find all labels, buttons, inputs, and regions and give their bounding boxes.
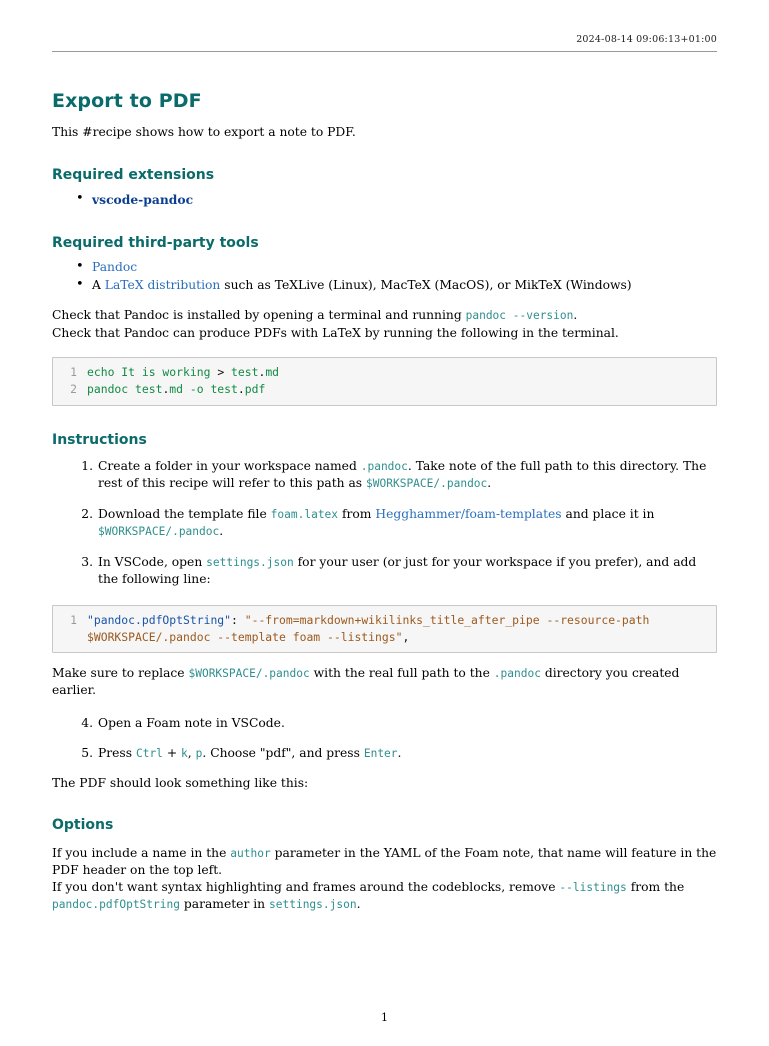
- link-pandoc[interactable]: Pandoc: [92, 260, 138, 275]
- code-line: [53, 381, 716, 398]
- list-item: [81, 745, 717, 762]
- line-number: 2: [70, 382, 77, 397]
- code-token: md -o test: [169, 382, 238, 397]
- code-token: echo It is working: [87, 365, 218, 380]
- step-code: .pandoc: [360, 460, 408, 474]
- instructions-steps-part1: [52, 458, 717, 589]
- step-text: Open a Foam note in VSCode.: [98, 715, 285, 730]
- heading-instructions: Instructions: [52, 432, 147, 449]
- step-code: $WORKSPACE/.pandoc: [366, 477, 488, 491]
- heading-options: Options: [52, 817, 114, 834]
- step-number: 5.: [81, 746, 93, 761]
- code-token: :: [231, 612, 245, 627]
- list-item: [92, 277, 717, 295]
- step-code: Enter: [363, 747, 398, 761]
- list-item: [92, 191, 717, 210]
- page-number: 1: [381, 1011, 388, 1024]
- link-vscode-pandoc[interactable]: vscode-pandoc: [92, 191, 194, 207]
- code-pandoc-version: pandoc --version: [465, 309, 574, 323]
- page-title: Export to PDF: [52, 90, 202, 112]
- tool-text-post: such as TeXLive (Linux), MacTeX (MacOS), or MikTeX (Windows): [220, 278, 632, 293]
- tool-text-pre: A: [92, 278, 105, 293]
- list-item: [81, 554, 717, 589]
- step-fragment: ,: [187, 746, 196, 761]
- heading-required-tools: Required third-party tools: [52, 235, 259, 252]
- step-number: 3.: [81, 554, 93, 569]
- options-fragment: parameter in the YAML of the Foam note, that name will feature in the PDF header on the top left.: [52, 846, 717, 877]
- page-footer: [0, 1011, 769, 1024]
- header-divider: [52, 51, 717, 52]
- line-number: 1: [70, 365, 77, 380]
- options-fragment: from the: [626, 880, 685, 895]
- step-code: k: [181, 747, 188, 761]
- step-fragment: and place it in: [561, 506, 655, 521]
- options-code: --listings: [559, 881, 627, 895]
- note-fragment: with the real full path to the: [309, 666, 494, 681]
- code-token: "--from=markdown+wikilinks_title_after_pipe --resource-path $WORKSPACE/.pandoc --template foam --listings": [87, 612, 657, 644]
- note-fragment: directory you created earlier.: [52, 666, 680, 698]
- code-token: .: [258, 365, 266, 380]
- note-code: .pandoc: [493, 667, 541, 681]
- step-text: [98, 746, 401, 760]
- options-fragment: .: [356, 896, 361, 911]
- options-fragment: parameter in: [179, 896, 270, 911]
- step-fragment: Press: [98, 746, 136, 761]
- step-fragment: from: [338, 506, 376, 521]
- step-number: 2.: [81, 506, 93, 521]
- list-item: [81, 715, 717, 732]
- code-token: "pandoc.pdfOptString": [87, 612, 232, 627]
- line-number: 1: [70, 612, 77, 627]
- code-token: md: [265, 365, 280, 380]
- step-fragment: . Take note of the full path to this directory. The rest of this recipe will refer to this path as: [98, 459, 707, 491]
- closing-paragraph: The PDF should look something like this:: [52, 775, 309, 790]
- options-fragment: If you include a name in the: [52, 846, 231, 861]
- code-token: test: [231, 365, 259, 380]
- code-token: .: [237, 382, 245, 397]
- code-block-settings: [52, 605, 717, 654]
- heading-required-extensions: Required extensions: [52, 166, 215, 183]
- options-code: pandoc.pdfOptString: [52, 897, 180, 911]
- step-fragment: .: [219, 524, 224, 539]
- step-fragment: for your user (or just for your workspace if you prefer), and add the following line:: [98, 554, 697, 587]
- step-number: 4.: [81, 715, 93, 730]
- header-timestamp: 2024-08-14 09:06:13+01:00: [576, 34, 717, 45]
- required-extensions-list: [52, 191, 717, 210]
- code-text: [87, 381, 716, 398]
- note-fragment: Make sure to replace: [52, 666, 189, 681]
- step-fragment: In VSCode, open: [98, 554, 207, 569]
- check-text-b: .: [573, 308, 578, 323]
- options-paragraph-1: [52, 845, 717, 878]
- step-text: [98, 459, 706, 490]
- note-code: $WORKSPACE/.pandoc: [188, 667, 310, 681]
- list-item: [81, 506, 717, 541]
- code-text: [87, 364, 716, 381]
- page-header: [52, 0, 717, 45]
- code-line: [53, 364, 716, 381]
- list-item: [81, 458, 717, 493]
- code-token: pdf: [244, 382, 266, 397]
- link-latex-distribution[interactable]: LaTeX distribution: [104, 278, 221, 293]
- step-text: [98, 507, 654, 538]
- options-code: settings.json: [269, 897, 357, 911]
- step-code: settings.json: [206, 555, 294, 569]
- intro-paragraph: This #recipe shows how to export a note to PDF.: [52, 125, 356, 139]
- code-token: .: [162, 382, 170, 397]
- step-fragment: Create a folder in your workspace named: [98, 459, 361, 474]
- step-code: Ctrl: [135, 747, 163, 761]
- code-block-terminal: [52, 357, 717, 406]
- check-latex-line: Check that Pandoc can produce PDFs with LaTeX by running the following in the terminal.: [52, 325, 619, 340]
- options-paragraph-2: [52, 879, 717, 912]
- check-pandoc-line: [52, 307, 717, 324]
- step-text: [98, 555, 696, 586]
- options-code: author: [230, 847, 271, 861]
- step-fragment: +: [162, 746, 182, 761]
- step-fragment: . Choose "pdf", and press: [202, 746, 364, 761]
- step-fragment: .: [397, 746, 402, 761]
- code-token: ,: [402, 629, 410, 644]
- replace-note: [52, 665, 717, 698]
- step-code: p: [195, 747, 203, 761]
- step-code: $WORKSPACE/.pandoc: [98, 525, 220, 539]
- code-token: pandoc test: [87, 382, 163, 397]
- required-tools-list: [52, 259, 717, 295]
- options-fragment: If you don't want syntax highlighting and frames around the codeblocks, remove: [52, 880, 560, 895]
- link-foam-templates[interactable]: Hegghammer/foam-templates: [375, 506, 562, 521]
- step-fragment: Download the template file: [98, 506, 271, 521]
- code-text: [87, 612, 716, 646]
- step-fragment: .: [487, 476, 492, 491]
- list-item: [92, 259, 717, 277]
- check-text-a: Check that Pandoc is installed by opening a terminal and running: [52, 308, 466, 323]
- step-code: foam.latex: [270, 507, 339, 521]
- step-number: 1.: [81, 459, 93, 474]
- instructions-steps-part2: [52, 715, 717, 763]
- code-token: >: [217, 365, 232, 380]
- code-line: [53, 612, 716, 646]
